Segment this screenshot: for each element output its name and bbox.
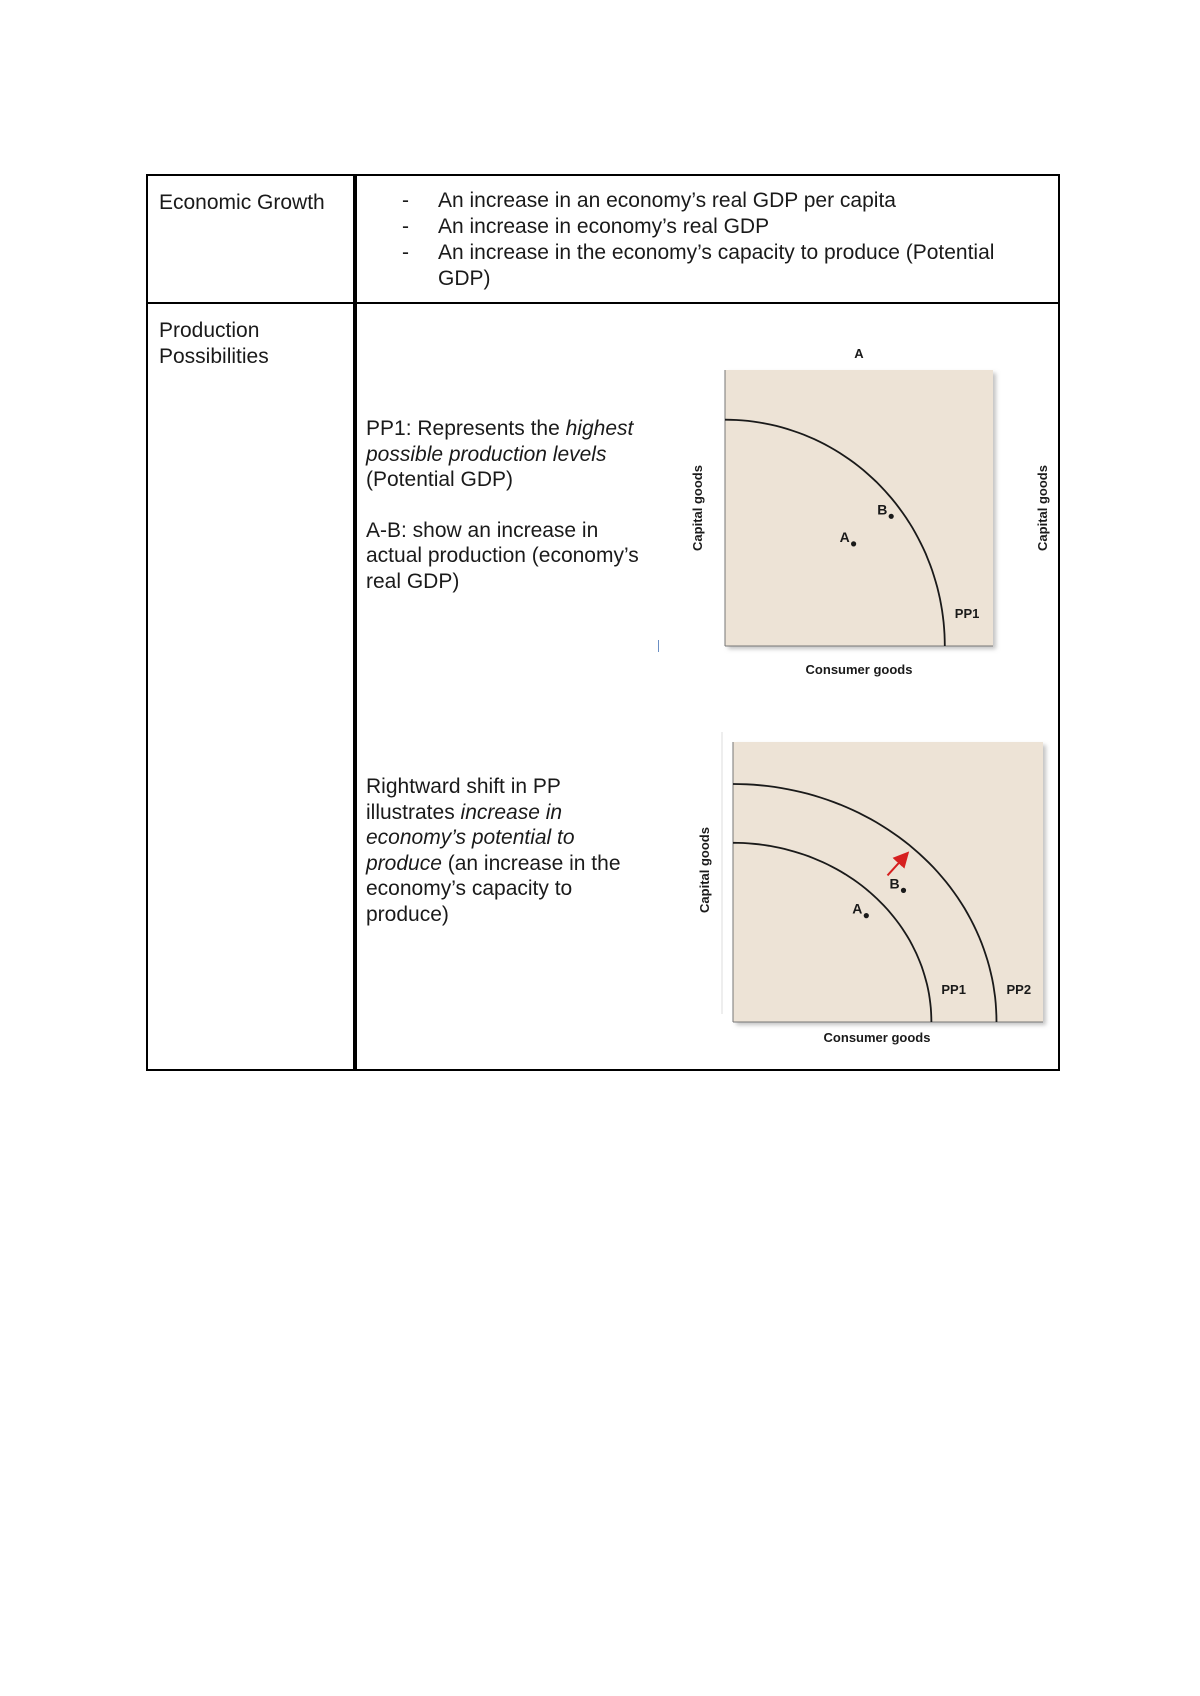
table-row [147, 303, 1059, 1070]
point-a-label: A [852, 900, 863, 917]
point-b [889, 514, 894, 519]
cursor-mark [658, 640, 659, 652]
dash-bullet: - [402, 215, 409, 238]
pp-diagram-b [677, 724, 1077, 1054]
y-axis-label: Capital goods [690, 465, 705, 551]
term-cell [147, 175, 355, 303]
table-row [147, 175, 1059, 303]
text-run: Rightward shift in PP illustrates [366, 775, 561, 824]
notes-table [146, 174, 1060, 1071]
definition-text: An increase in economy’s real GDP [438, 215, 770, 238]
pp2-description [366, 774, 646, 952]
paragraph [366, 774, 646, 927]
emphasis-text: highest possible production levels [366, 417, 634, 466]
term-label: Production Possibilities [159, 319, 269, 368]
definition-list [357, 188, 1058, 292]
definition-text: An increase in an economy’s real GDP per capita [438, 189, 896, 212]
x-axis-label: Consumer goods [823, 1030, 931, 1045]
pp1-description [366, 416, 646, 619]
point-a-label: A [839, 528, 850, 545]
x-axis-label: Consumer goods [805, 662, 913, 677]
pp1-label: PP1 [954, 606, 980, 621]
chart-title: A [854, 346, 864, 361]
dash-bullet: - [402, 189, 409, 212]
y-axis-label: Capital goods [697, 827, 712, 913]
y-axis-label-right: Capital goods [1035, 465, 1050, 551]
text-run: (Potential GDP) [366, 468, 514, 491]
definition-cell [355, 303, 1059, 1070]
point-a [851, 541, 856, 546]
pp-chart-a [677, 344, 1067, 704]
point-a [864, 913, 869, 918]
list-item [402, 214, 1038, 240]
text-run: (an increase in the economy’s capacity to produce) [366, 851, 621, 926]
list-item [402, 240, 1038, 292]
plot-area [725, 370, 993, 646]
text-run: PP1: Represents the [366, 417, 566, 440]
definition-text: An increase in the economy’s capacity to produce (Potential GDP) [438, 241, 995, 290]
list-item [402, 188, 1038, 214]
point-b [901, 888, 906, 893]
term-cell [147, 303, 355, 1070]
term-label: Economic Growth [159, 191, 325, 214]
emphasis-text: increase in economy’s potential to produce [366, 800, 575, 875]
pp-chart-b [677, 724, 1077, 1054]
point-b-label: B [877, 501, 888, 518]
pp1-label: PP1 [941, 982, 966, 997]
pp-diagram-a [677, 344, 1067, 704]
paragraph: A-B: show an increase in actual production (economy’s real GDP) [366, 518, 639, 593]
pp2-label: PP2 [1006, 982, 1032, 997]
dash-bullet: - [402, 241, 409, 264]
definition-cell [355, 175, 1059, 303]
paragraph [366, 416, 646, 493]
plot-area [733, 742, 1043, 1022]
point-b-label: B [889, 875, 900, 892]
